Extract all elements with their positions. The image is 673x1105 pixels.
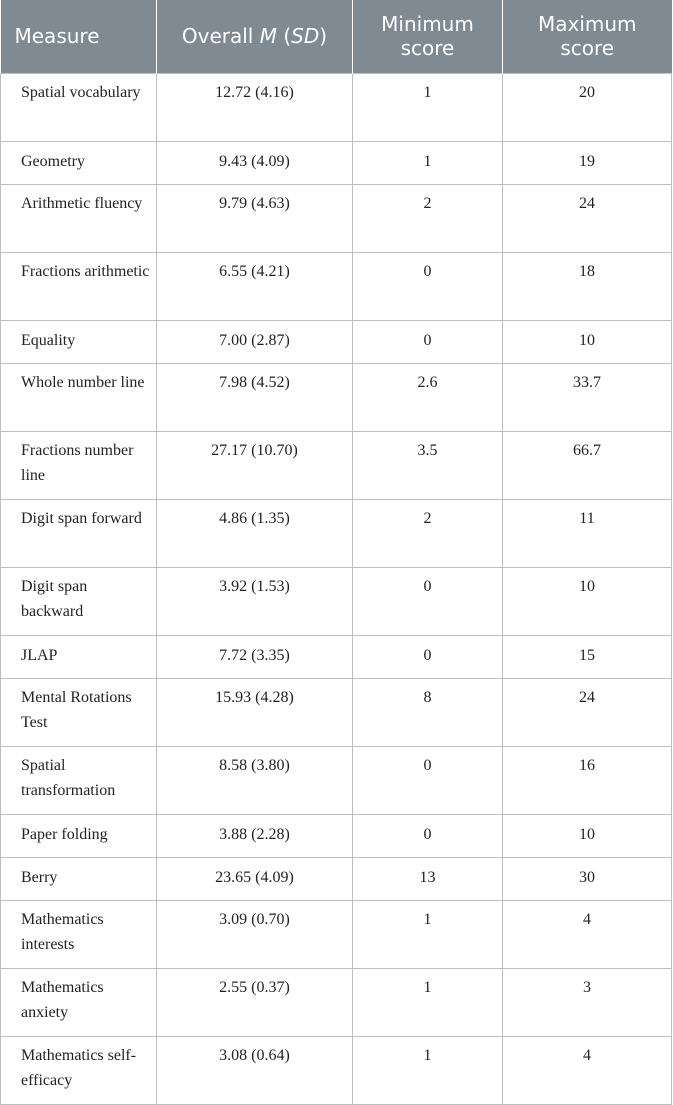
header-overall-prefix: Overall <box>181 24 260 49</box>
cell-min: 2 <box>353 184 503 252</box>
cell-overall: 7.98 (4.52) <box>157 363 353 431</box>
cell-max: 66.7 <box>503 431 672 499</box>
cell-measure: Mathematics interests <box>1 900 157 968</box>
cell-overall: 27.17 (10.70) <box>157 431 353 499</box>
table-row <box>1 968 672 1036</box>
table-row <box>1 499 672 567</box>
cell-max: 4 <box>503 900 672 968</box>
cell-overall: 7.00 (2.87) <box>157 320 353 363</box>
cell-min: 8 <box>353 678 503 746</box>
cell-measure: Whole number line <box>1 363 157 431</box>
table-row <box>1 320 672 363</box>
cell-measure: Spatial transformation <box>1 746 157 814</box>
cell-min: 0 <box>353 252 503 320</box>
table-row <box>1 900 672 968</box>
header-overall-m: M <box>259 24 277 49</box>
cell-min: 1 <box>353 968 503 1036</box>
cell-max: 24 <box>503 678 672 746</box>
table-row <box>1 431 672 499</box>
table-row <box>1 567 672 635</box>
cell-measure: Fractions number line <box>1 431 157 499</box>
cell-measure: Digit span backward <box>1 567 157 635</box>
cell-max: 18 <box>503 252 672 320</box>
table-row <box>1 746 672 814</box>
cell-min: 0 <box>353 635 503 678</box>
cell-min: 2 <box>353 499 503 567</box>
table-row <box>1 857 672 900</box>
table-row <box>1 678 672 746</box>
table-header <box>1 0 672 73</box>
table-row <box>1 252 672 320</box>
cell-max: 10 <box>503 320 672 363</box>
cell-min: 0 <box>353 320 503 363</box>
cell-measure: Digit span forward <box>1 499 157 567</box>
cell-max: 20 <box>503 73 672 141</box>
table-row <box>1 814 672 857</box>
cell-measure: Mental Rotations Test <box>1 678 157 746</box>
cell-measure: JLAP <box>1 635 157 678</box>
header-overall-open: ( <box>277 24 292 49</box>
cell-max: 30 <box>503 857 672 900</box>
cell-min: 3.5 <box>353 431 503 499</box>
cell-min: 1 <box>353 900 503 968</box>
cell-min: 1 <box>353 73 503 141</box>
cell-measure: Equality <box>1 320 157 363</box>
cell-min: 1 <box>353 1036 503 1104</box>
cell-overall: 3.08 (0.64) <box>157 1036 353 1104</box>
cell-max: 11 <box>503 499 672 567</box>
cell-overall: 9.43 (4.09) <box>157 141 353 184</box>
cell-max: 33.7 <box>503 363 672 431</box>
cell-overall: 12.72 (4.16) <box>157 73 353 141</box>
cell-min: 0 <box>353 814 503 857</box>
header-minimum: Minimum score <box>353 0 503 73</box>
header-row <box>1 0 672 73</box>
cell-overall: 3.92 (1.53) <box>157 567 353 635</box>
table-row <box>1 635 672 678</box>
cell-measure: Spatial vocabulary <box>1 73 157 141</box>
header-measure: Measure <box>1 0 157 73</box>
table-row <box>1 73 672 141</box>
cell-measure: Fractions arithmetic <box>1 252 157 320</box>
table-row <box>1 184 672 252</box>
cell-measure: Berry <box>1 857 157 900</box>
cell-overall: 2.55 (0.37) <box>157 968 353 1036</box>
table-row <box>1 141 672 184</box>
cell-overall: 8.58 (3.80) <box>157 746 353 814</box>
cell-max: 19 <box>503 141 672 184</box>
header-overall <box>157 0 353 73</box>
cell-measure: Mathematics self-efficacy <box>1 1036 157 1104</box>
cell-overall: 23.65 (4.09) <box>157 857 353 900</box>
table-row <box>1 363 672 431</box>
header-overall-sd: SD <box>291 24 320 49</box>
table-row <box>1 1036 672 1104</box>
cell-overall: 6.55 (4.21) <box>157 252 353 320</box>
cell-max: 15 <box>503 635 672 678</box>
cell-min: 0 <box>353 746 503 814</box>
cell-min: 2.6 <box>353 363 503 431</box>
cell-min: 0 <box>353 567 503 635</box>
table-body <box>1 73 672 1104</box>
cell-measure: Arithmetic fluency <box>1 184 157 252</box>
cell-overall: 3.88 (2.28) <box>157 814 353 857</box>
header-maximum: Maximum score <box>503 0 672 73</box>
cell-max: 16 <box>503 746 672 814</box>
cell-max: 10 <box>503 814 672 857</box>
cell-max: 10 <box>503 567 672 635</box>
cell-overall: 4.86 (1.35) <box>157 499 353 567</box>
cell-min: 1 <box>353 141 503 184</box>
cell-measure: Paper folding <box>1 814 157 857</box>
cell-overall: 3.09 (0.70) <box>157 900 353 968</box>
cell-measure: Mathematics anxiety <box>1 968 157 1036</box>
cell-overall: 9.79 (4.63) <box>157 184 353 252</box>
header-overall-close: ) <box>319 24 328 49</box>
cell-overall: 15.93 (4.28) <box>157 678 353 746</box>
cell-overall: 7.72 (3.35) <box>157 635 353 678</box>
cell-max: 4 <box>503 1036 672 1104</box>
cell-max: 3 <box>503 968 672 1036</box>
cell-max: 24 <box>503 184 672 252</box>
cell-min: 13 <box>353 857 503 900</box>
cell-measure: Geometry <box>1 141 157 184</box>
